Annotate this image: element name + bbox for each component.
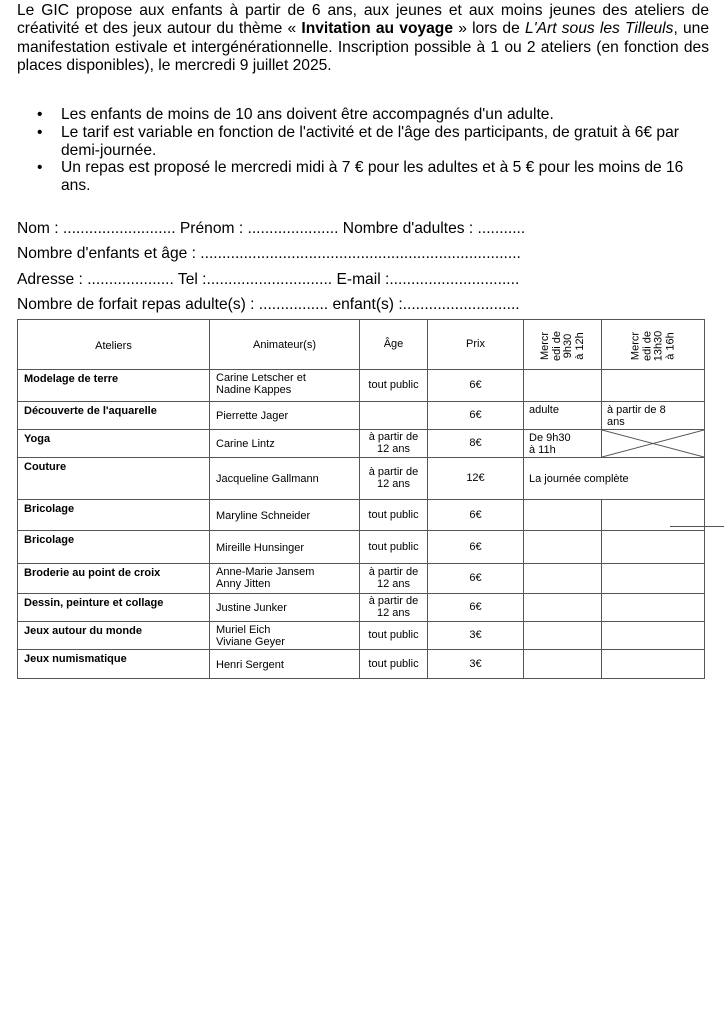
cell-prix: 6€ bbox=[428, 530, 524, 563]
header-afternoon-text: à 16h bbox=[663, 331, 676, 360]
schedule-text: La journée complète bbox=[529, 473, 629, 486]
schedule-text: à 11h bbox=[529, 444, 556, 457]
animateur-name: Carine Lintz bbox=[216, 438, 275, 451]
schedule-text: De 9h30 bbox=[529, 431, 571, 444]
cell-morning bbox=[524, 621, 602, 649]
cell-prix: 6€ bbox=[428, 593, 524, 621]
schedule-text: ans bbox=[607, 416, 625, 429]
table-row bbox=[18, 649, 705, 678]
header-afternoon-text: 13h30 bbox=[652, 330, 664, 361]
cell-atelier: Jeux numismatique bbox=[18, 649, 210, 678]
cell-prix: 8€ bbox=[428, 429, 524, 457]
table-row bbox=[18, 402, 705, 430]
cell-prix: 3€ bbox=[428, 621, 524, 649]
cell-animateurs bbox=[210, 457, 360, 499]
schedule-text: à partir de 8 bbox=[607, 404, 666, 416]
cell-afternoon bbox=[602, 593, 705, 621]
animateur-name: Carine Letscher et bbox=[216, 372, 306, 384]
cell-age bbox=[360, 593, 428, 621]
bullet-item: • Le tarif est variable en fonction de l'activité et de l'âge des participants, de gratuit à 6€ par demi-journée. bbox=[17, 124, 709, 160]
animateur-name: Justine Junker bbox=[216, 602, 287, 615]
age-text: 12 ans bbox=[376, 578, 411, 591]
animateur-name: Jacqueline Gallmann bbox=[216, 473, 319, 486]
cell-atelier: Modelage de terre bbox=[18, 370, 210, 402]
cell-morning bbox=[524, 370, 602, 402]
cell-age bbox=[360, 370, 428, 402]
age-text: tout public bbox=[368, 379, 419, 392]
cell-morning bbox=[524, 429, 602, 457]
intro-text-3: , une manifestation estivale et intergénérationnelle. Inscription possible à 1 ou 2 ateliers (en fonction des places disponibles), le mercredi 9 juillet 2025. bbox=[17, 20, 709, 75]
age-text: à partir de bbox=[368, 594, 419, 607]
animateur-name: Henri Sergent bbox=[216, 658, 284, 671]
cell-animateurs bbox=[210, 593, 360, 621]
cell-prix: 12€ bbox=[428, 457, 524, 499]
intro-text-2: » lors de bbox=[453, 20, 525, 38]
cell-afternoon bbox=[602, 530, 705, 563]
header-morning-text: à 12h bbox=[572, 331, 585, 360]
table-row bbox=[18, 563, 705, 593]
cell-animateurs bbox=[210, 429, 360, 457]
form-line-identity[interactable]: Nom : .......................... Prénom : ..................... Nombre d'adultes : ........... bbox=[17, 220, 526, 237]
cell-atelier: Découverte de l'aquarelle bbox=[18, 402, 210, 430]
cell-afternoon bbox=[602, 402, 705, 430]
schedule-text: adulte bbox=[529, 404, 559, 416]
cell-prix: 6€ bbox=[428, 563, 524, 593]
cell-prix: 3€ bbox=[428, 649, 524, 678]
cell-animateurs bbox=[210, 499, 360, 530]
cell-animateurs bbox=[210, 402, 360, 430]
cell-atelier: Yoga bbox=[18, 429, 210, 457]
bullet-item: • Les enfants de moins de 10 ans doivent être accompagnés d'un adulte. bbox=[17, 106, 709, 124]
table-header-row bbox=[18, 320, 705, 370]
table-row bbox=[18, 370, 705, 402]
age-text: 12 ans bbox=[376, 478, 411, 491]
animateur-name: Maryline Schneider bbox=[216, 509, 311, 522]
theme-title: Invitation au voyage bbox=[301, 20, 454, 38]
cell-morning bbox=[524, 402, 602, 430]
cell-afternoon bbox=[602, 649, 705, 678]
event-name: L'Art sous les Tilleuls bbox=[524, 20, 674, 38]
cell-animateurs bbox=[210, 530, 360, 563]
cell-full-day bbox=[524, 457, 705, 499]
header-morning-text: edi de bbox=[549, 330, 562, 361]
cell-age bbox=[360, 457, 428, 499]
age-text: à partir de bbox=[368, 565, 419, 578]
animateur-name: Mireille Hunsinger bbox=[216, 541, 305, 554]
cell-age bbox=[360, 530, 428, 563]
intro-text-1: Le GIC propose aux enfants à partir de 6 ans, aux jeunes et aux moins jeunes des ateliers de créativité et des jeux autour du thème « bbox=[17, 2, 709, 38]
cell-afternoon bbox=[602, 370, 705, 402]
age-text: à partir de bbox=[368, 430, 419, 443]
header-afternoon bbox=[602, 320, 705, 370]
bullet-item: • Un repas est proposé le mercredi midi à 7 € pour les adultes et à 5 € pour les moins de 16 ans. bbox=[17, 159, 709, 195]
header-afternoon-text: edi de bbox=[640, 330, 653, 361]
cell-age bbox=[360, 429, 428, 457]
header-age: Âge bbox=[360, 320, 428, 370]
intro-paragraph bbox=[17, 2, 709, 76]
cell-prix: 6€ bbox=[428, 499, 524, 530]
age-text: tout public bbox=[368, 508, 419, 521]
cell-atelier: Jeux autour du monde bbox=[18, 621, 210, 649]
cell-atelier: Dessin, peinture et collage bbox=[18, 593, 210, 621]
animateur-name: Pierrette Jager bbox=[216, 410, 289, 423]
header-afternoon-text: Mercr bbox=[629, 331, 641, 360]
cross-out-icon bbox=[602, 430, 704, 457]
cell-age bbox=[360, 402, 428, 430]
workshops-table bbox=[17, 319, 705, 679]
cell-morning bbox=[524, 530, 602, 563]
header-morning-text: Mercr bbox=[538, 331, 551, 360]
cell-afternoon bbox=[602, 621, 705, 649]
table-row bbox=[18, 457, 705, 499]
cell-animateurs bbox=[210, 370, 360, 402]
animateur-name: Anne-Marie Jansem bbox=[216, 565, 315, 578]
cell-atelier: Couture bbox=[18, 457, 210, 499]
table-row bbox=[18, 499, 705, 530]
age-text: 12 ans bbox=[376, 607, 411, 620]
cell-prix: 6€ bbox=[428, 402, 524, 430]
cell-animateurs bbox=[210, 563, 360, 593]
form-line-meals[interactable]: Nombre de forfait repas adulte(s) : ................ enfant(s) :........................... bbox=[17, 296, 520, 313]
form-line-children[interactable]: Nombre d'enfants et âge : .......................................................................... bbox=[17, 245, 521, 262]
form-line-contact[interactable]: Adresse : .................... Tel :............................. E-mail :.............................. bbox=[17, 271, 520, 288]
animateur-name: Muriel Eich bbox=[216, 623, 271, 636]
header-morning-text: 9h30 bbox=[561, 333, 574, 358]
cell-morning bbox=[524, 649, 602, 678]
cell-age bbox=[360, 621, 428, 649]
cell-animateurs bbox=[210, 621, 360, 649]
table-row bbox=[18, 593, 705, 621]
cell-animateurs bbox=[210, 649, 360, 678]
cell-age bbox=[360, 649, 428, 678]
header-animateurs: Animateur(s) bbox=[210, 320, 360, 370]
animateur-name: Nadine Kappes bbox=[216, 384, 292, 397]
cell-age bbox=[360, 499, 428, 530]
animateur-name: Anny Jitten bbox=[216, 578, 271, 591]
header-ateliers: Ateliers bbox=[18, 320, 210, 370]
cell-morning bbox=[524, 593, 602, 621]
age-text: tout public bbox=[368, 629, 419, 642]
age-text: 12 ans bbox=[376, 443, 411, 456]
cell-afternoon-crossed bbox=[602, 429, 705, 457]
cell-prix: 6€ bbox=[428, 370, 524, 402]
header-morning bbox=[524, 320, 602, 370]
table-row bbox=[18, 621, 705, 649]
cell-afternoon bbox=[602, 563, 705, 593]
cell-atelier: Bricolage bbox=[18, 499, 210, 530]
info-bullets bbox=[17, 106, 709, 195]
table-row bbox=[18, 530, 705, 563]
age-text: tout public bbox=[368, 657, 419, 670]
cell-morning bbox=[524, 499, 602, 530]
header-prix: Prix bbox=[428, 320, 524, 370]
stray-rule bbox=[670, 526, 724, 527]
age-text: à partir de bbox=[368, 465, 419, 478]
cell-atelier: Bricolage bbox=[18, 530, 210, 563]
animateur-name: Viviane Geyer bbox=[216, 636, 285, 649]
cell-atelier: Broderie au point de croix bbox=[18, 563, 210, 593]
age-text: tout public bbox=[368, 540, 419, 553]
cell-morning bbox=[524, 563, 602, 593]
table-row bbox=[18, 429, 705, 457]
cell-age bbox=[360, 563, 428, 593]
